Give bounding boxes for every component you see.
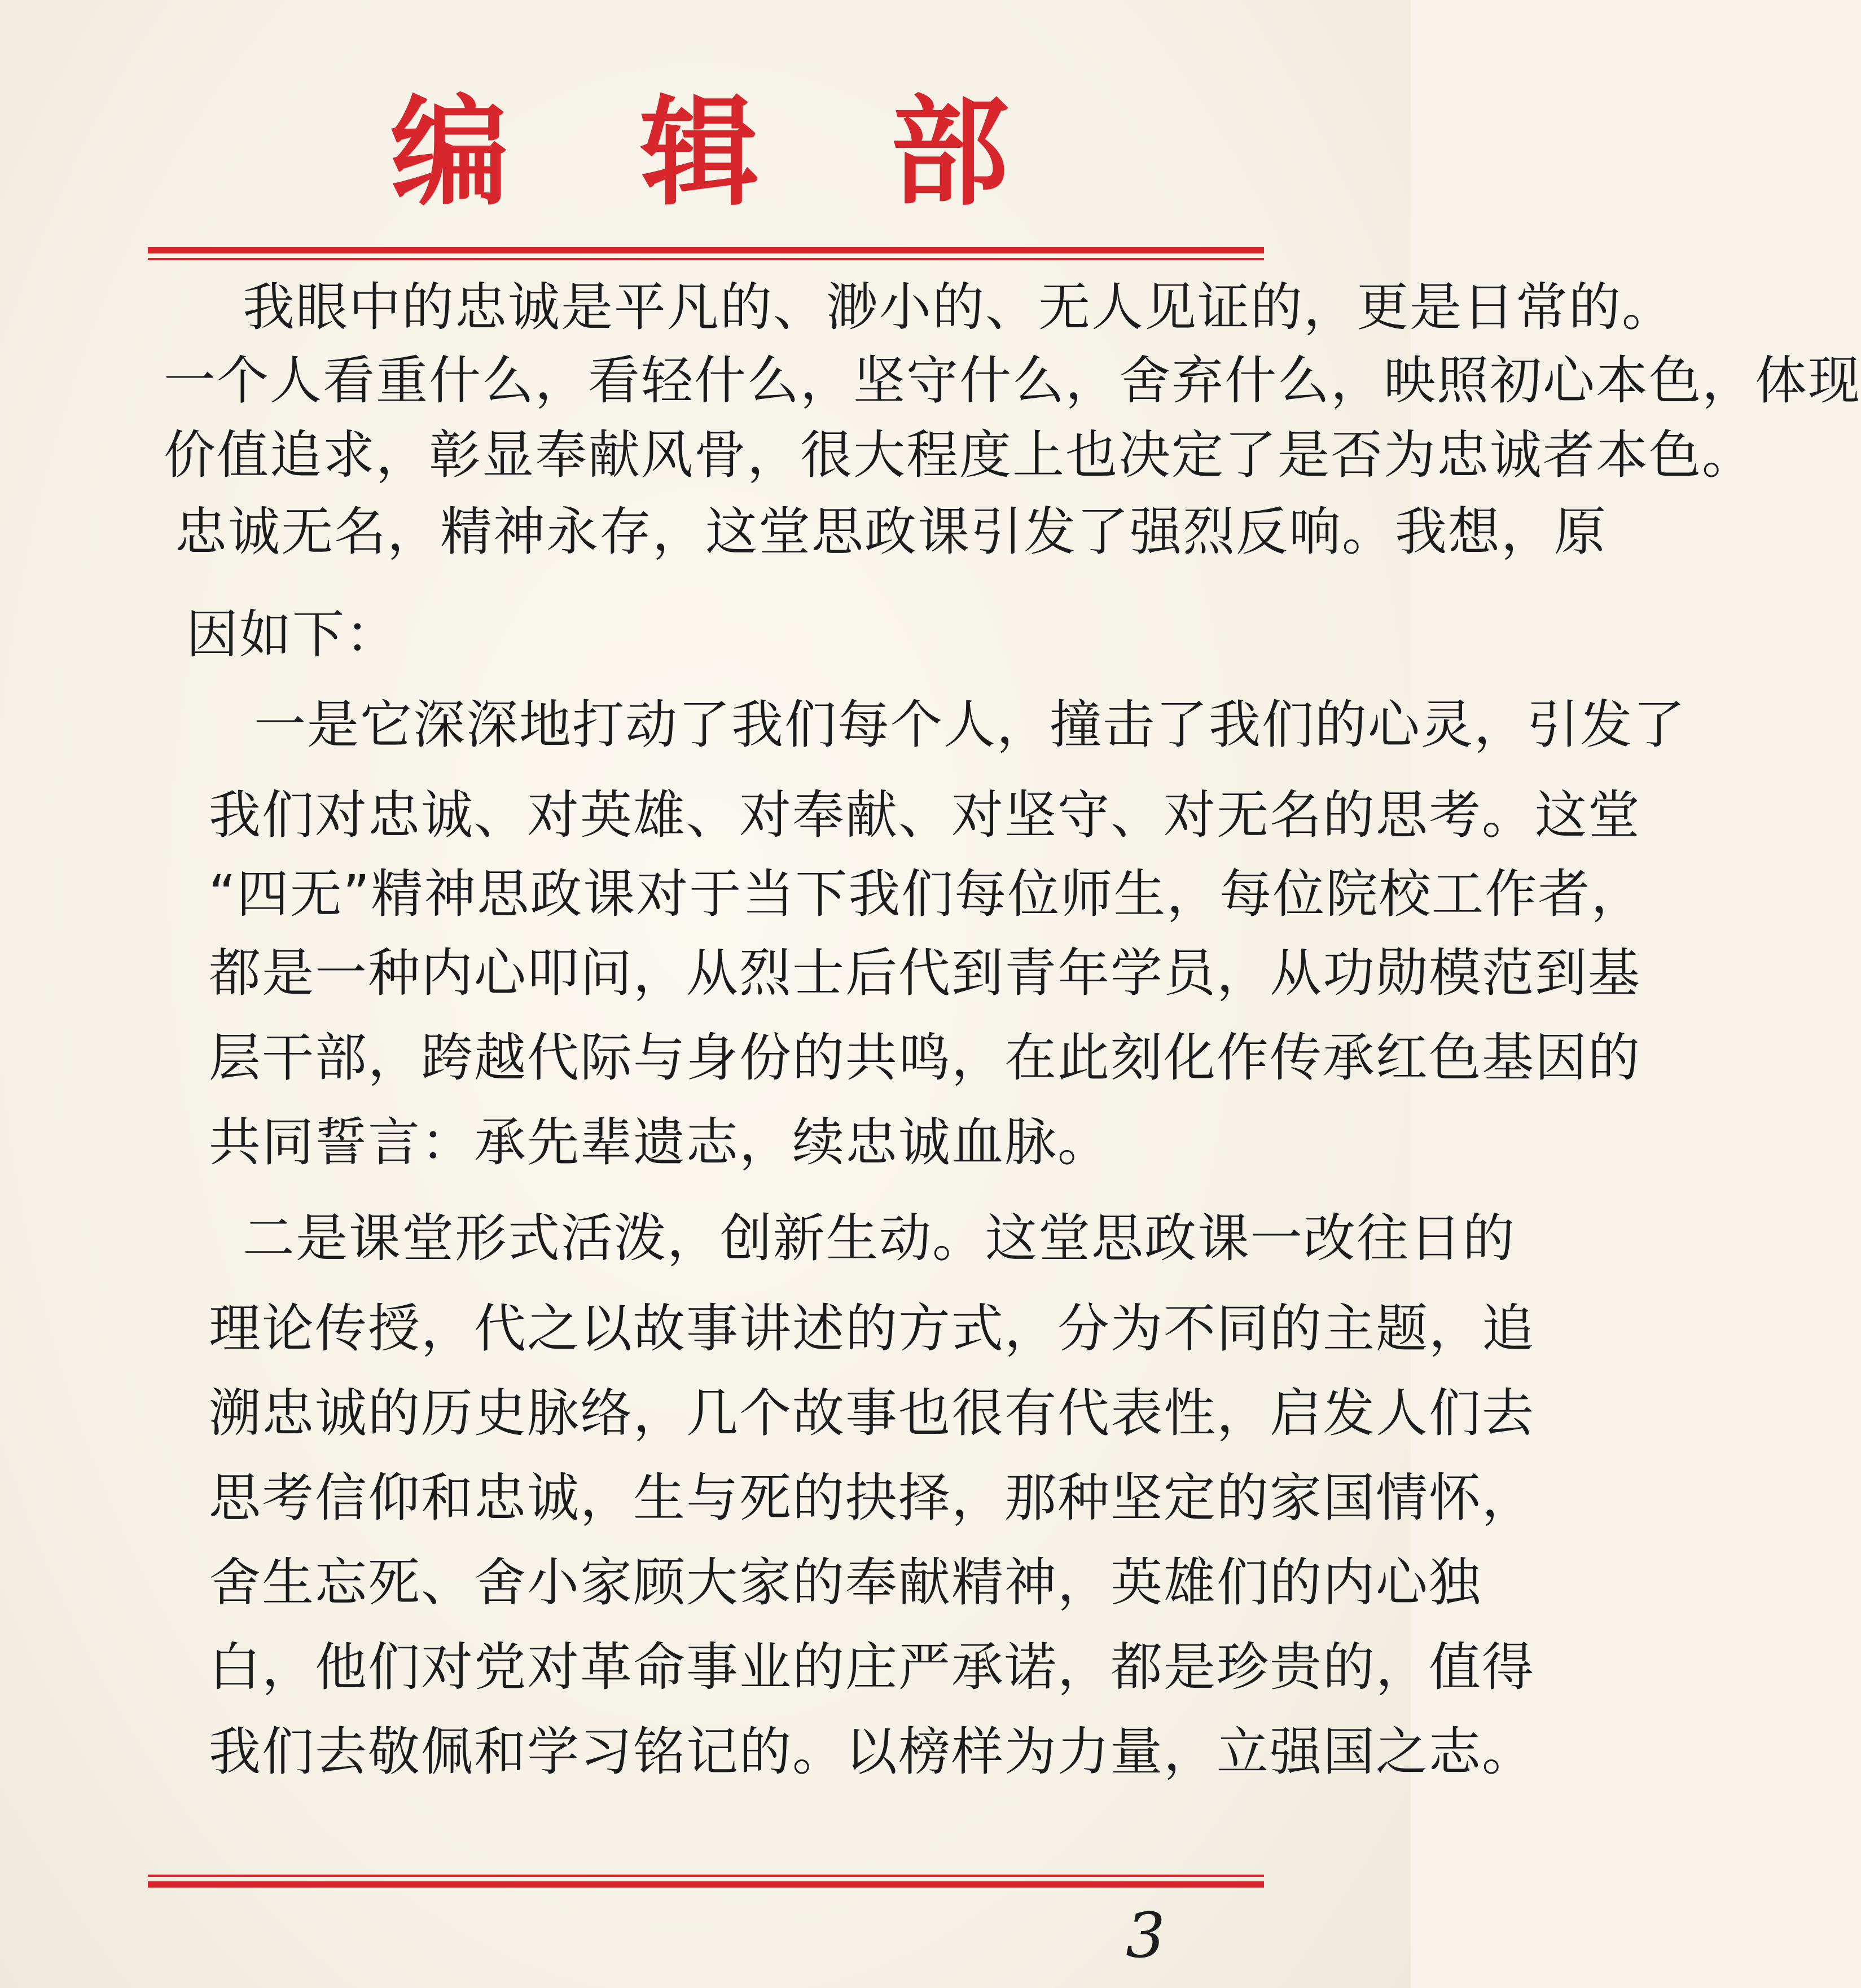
body-line: 层干部，跨越代际与身份的共鸣，在此刻化作传承红色基因的 <box>209 1028 1641 1088</box>
page-number: 3 <box>1126 1899 1165 1972</box>
header-divider-thick <box>148 247 1264 253</box>
body-line: 都是一种内心叩问，从烈士后代到青年学员，从功勋模范到基 <box>209 943 1641 1003</box>
body-line: 我眼中的忠诚是平凡的、渺小的、无人见证的，更是日常的。 <box>243 277 1675 337</box>
body-line: 一是它深深地打动了我们每个人，撞击了我们的心灵，引发了 <box>254 695 1687 755</box>
body-line: 思考信仰和忠诚，生与死的抉择，那种坚定的家国情怀， <box>209 1468 1535 1528</box>
header-divider-thin <box>148 258 1264 260</box>
body-line: 一个人看重什么，看轻什么，坚守什么，舍弃什么，映照初心本色，体现 <box>164 350 1861 411</box>
body-line: “四无”精神思政课对于当下我们每位师生，每位院校工作者， <box>209 864 1644 924</box>
body-line: 共同誓言：承先辈遗志，续忠诚血脉。 <box>209 1112 1111 1173</box>
body-line: 价值追求，彰显奉献风骨，很大程度上也决定了是否为忠诚者本色。 <box>164 425 1755 485</box>
footer-divider-thick <box>148 1881 1264 1888</box>
body-line: 忠诚无名，精神永存，这堂思政课引发了强烈反响。我想，原 <box>175 502 1608 562</box>
body-line: 白，他们对党对革命事业的庄严承诺，都是珍贵的，值得 <box>209 1637 1535 1697</box>
body-line: 理论传授，代之以故事讲述的方式，分为不同的主题，追 <box>209 1298 1535 1359</box>
footer-divider-thin <box>148 1875 1264 1877</box>
body-line: 二是课堂形式活泼，创新生动。这堂思政课一改往日的 <box>243 1208 1516 1269</box>
body-line: 舍生忘死、舍小家顾大家的奉献精神，英雄们的内心独 <box>209 1552 1482 1613</box>
body-line: 因如下： <box>186 604 399 665</box>
header-divider <box>148 247 1264 260</box>
body-line: 我们对忠诚、对英雄、对奉献、对坚守、对无名的思考。这堂 <box>209 785 1641 845</box>
footer-divider <box>148 1875 1264 1888</box>
page-header-title: 编 辑 部 <box>390 82 1055 222</box>
body-line: 我们去敬佩和学习铭记的。以榜样为力量，立强国之志。 <box>209 1722 1535 1782</box>
body-line: 溯忠诚的历史脉络，几个故事也很有代表性，启发人们去 <box>209 1383 1535 1443</box>
